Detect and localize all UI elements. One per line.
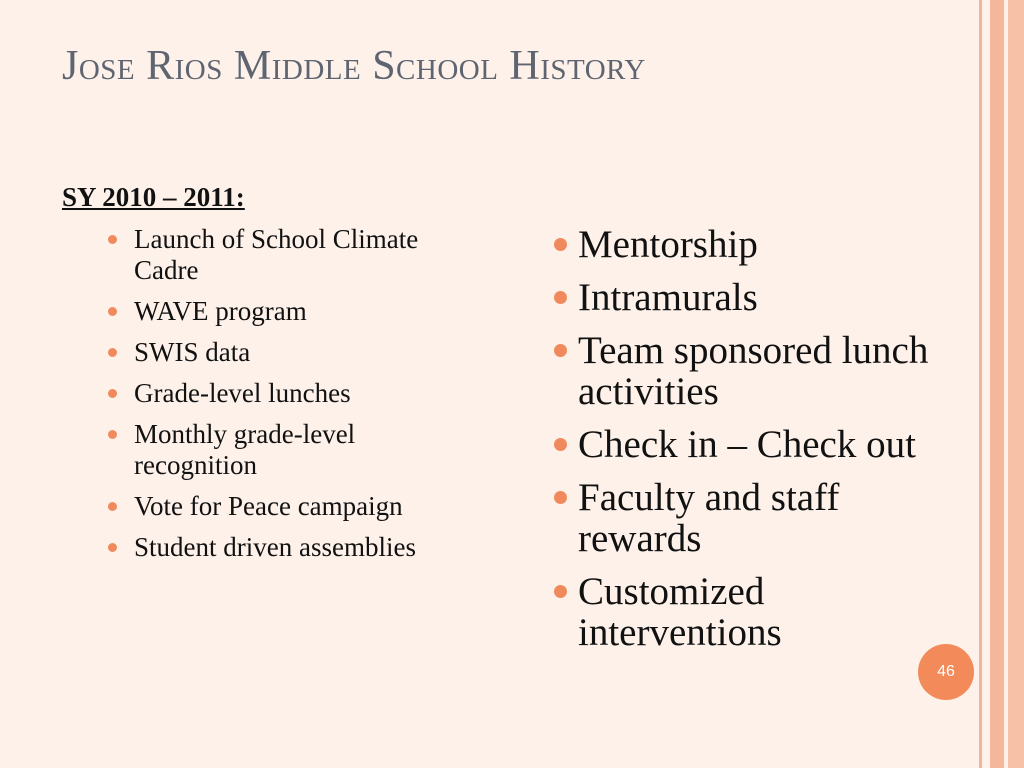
bullet-icon xyxy=(108,543,117,552)
bullet-icon xyxy=(554,291,567,304)
decorative-stripe xyxy=(990,0,1004,768)
list-item xyxy=(104,337,484,368)
bullet-icon xyxy=(108,307,117,316)
list-item xyxy=(552,224,962,265)
list-item-text: SWIS data xyxy=(134,337,251,367)
list-item xyxy=(552,277,962,318)
bullet-icon xyxy=(554,491,567,504)
list-item-text: Launch of School Climate Cadre xyxy=(134,224,419,285)
left-bullet-list xyxy=(104,224,484,573)
list-item xyxy=(552,571,962,653)
right-bullet-list xyxy=(552,224,962,665)
list-item xyxy=(104,378,484,409)
bullet-icon xyxy=(108,235,117,244)
list-item xyxy=(552,424,962,465)
list-item xyxy=(104,296,484,327)
list-item-text: Mentorship xyxy=(578,223,758,266)
decorative-stripe xyxy=(1008,0,1024,768)
list-item-text: Monthly grade-level recognition xyxy=(134,419,356,480)
list-item-text: WAVE program xyxy=(134,296,307,326)
section-heading: SY 2010 – 2011: xyxy=(62,182,245,212)
list-item-text: Faculty and staff rewards xyxy=(578,476,840,560)
decorative-stripe xyxy=(982,0,990,768)
list-item-text: Intramurals xyxy=(578,276,758,319)
bullet-icon xyxy=(554,344,567,357)
list-item xyxy=(104,491,484,522)
page-number-badge: 46 xyxy=(918,644,974,700)
bullet-icon xyxy=(108,430,117,439)
list-item-text: Grade-level lunches xyxy=(134,378,351,408)
slide-title: Jose Rios Middle School History xyxy=(62,43,646,89)
bullet-icon xyxy=(554,238,567,251)
list-item-text: Check in – Check out xyxy=(578,423,916,466)
list-item xyxy=(104,532,484,563)
list-item xyxy=(104,224,484,286)
list-item xyxy=(552,330,962,412)
bullet-icon xyxy=(554,438,567,451)
list-item-text: Student driven assemblies xyxy=(134,532,416,562)
list-item xyxy=(552,477,962,559)
list-item-text: Vote for Peace campaign xyxy=(134,491,403,521)
list-item-text: Customized interventions xyxy=(578,570,782,654)
bullet-icon xyxy=(108,502,117,511)
bullet-icon xyxy=(108,348,117,357)
list-item-text: Team sponsored lunch activities xyxy=(578,329,929,413)
list-item xyxy=(104,419,484,481)
bullet-icon xyxy=(554,585,567,598)
bullet-icon xyxy=(108,389,117,398)
